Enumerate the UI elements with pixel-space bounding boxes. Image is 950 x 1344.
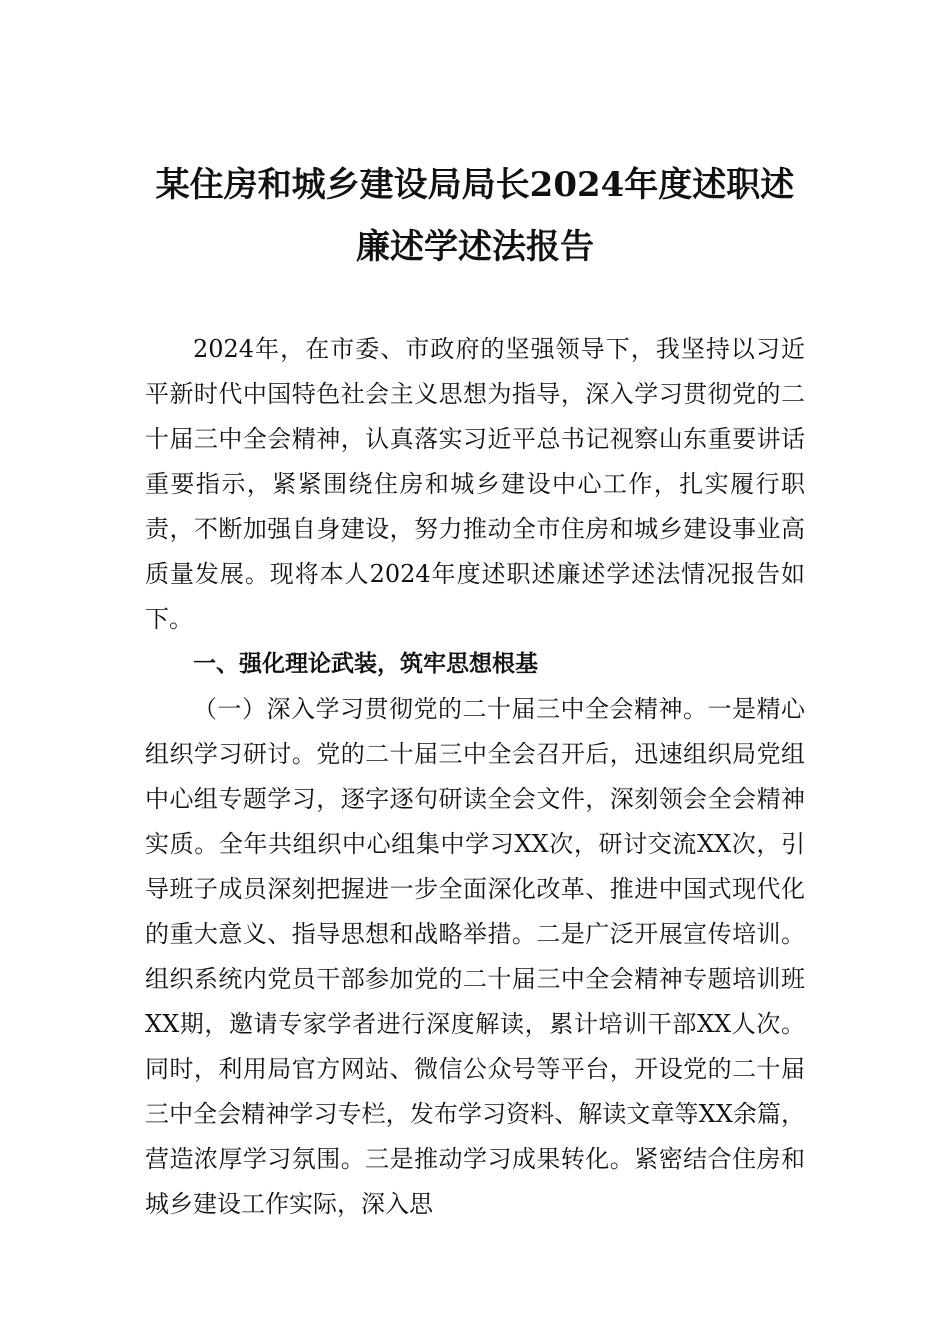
section-1-paragraph-1: （一）深入学习贯彻党的二十届三中全会精神。一是精心组织学习研讨。党的二十届三中全会召开后，迅速组织局党组中心组专题学习，逐字逐句研读全会文件，深刻领会全会精神实质。全年共组织中心组集中学习XX次，研讨交流XX次，引导班子成员深刻把握进一步全面深化改革、推进中国式现代化的重大意义、指导思想和战略举措。二是广泛开展宣传培训。组织系统内党员干部参加党的二十届三中全会精神专题培训班XX期，邀请专家学者进行深度解读，累计培训干部XX人次。同时，利用局官方网站、微信公众号等平台，开设党的二十届三中全会精神学习专栏，发布学习资料、解读文章等XX余篇，营造浓厚学习氛围。三是推动学习成果转化。紧密结合住房和城乡建设工作实际，深入思 xyxy=(145,695,805,1218)
section-heading-1: 一、强化理论武装，筑牢思想根基 xyxy=(193,651,538,677)
document-title-line-2: 廉述学述法报告 xyxy=(356,227,594,267)
document-title-line-1: 某住房和城乡建设局局长2024年度述职述 xyxy=(155,165,795,205)
intro-paragraph: 2024年，在市委、市政府的坚强领导下，我坚持以习近平新时代中国特色社会主义思想为指导，深入学习贯彻党的二十届三中全会精神，认真落实习近平总书记视察山东重要讲话重要指示，紧紧围绕住房和城乡建设中心工作，扎实履行职责，不断加强自身建设，努力推动全市住房和城乡建设事业高质量发展。现将本人2024年度述职述廉述学述法情况报告如下。 xyxy=(145,335,805,633)
